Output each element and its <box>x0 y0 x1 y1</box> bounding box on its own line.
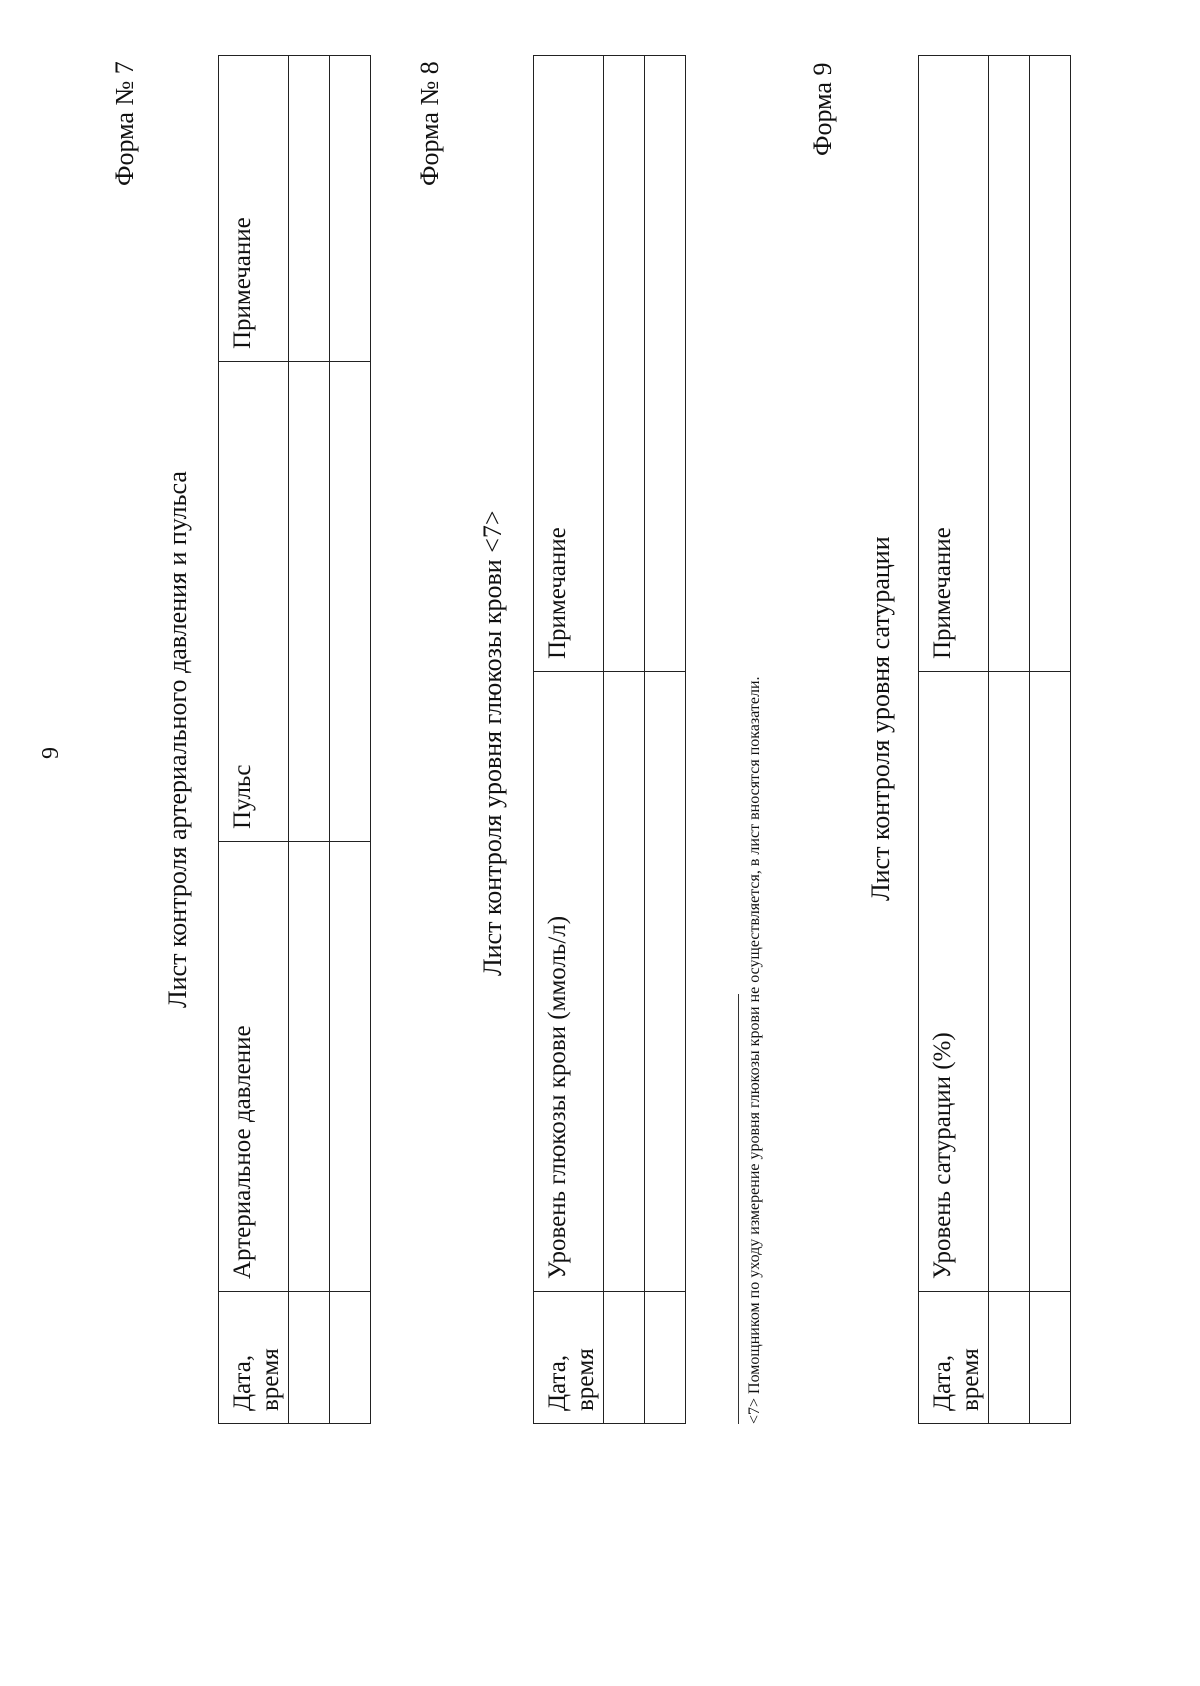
table-cell <box>645 672 686 1292</box>
table-cell <box>604 672 645 1292</box>
form-9-table <box>918 55 1071 1424</box>
column-header-note: Примечание <box>219 56 289 362</box>
table-cell <box>330 56 371 362</box>
table-row <box>330 56 371 1424</box>
table-row <box>645 56 686 1424</box>
form-8-label: Форма № 8 <box>415 61 444 186</box>
table-header-row <box>534 56 604 1424</box>
form-7-table <box>218 55 371 1424</box>
form-9-label: Форма 9 <box>808 62 837 156</box>
column-header-note: Примечание <box>534 56 604 672</box>
form-7-title: Лист контроля артериального давления и пульса <box>163 471 192 1008</box>
table-cell <box>330 842 371 1292</box>
form-8-table <box>533 55 686 1424</box>
column-header-glucose-level: Уровень глюкозы крови (ммоль/л) <box>534 672 604 1292</box>
table-row <box>1030 56 1071 1424</box>
table-cell <box>289 1292 330 1424</box>
table-cell <box>989 56 1030 672</box>
table-cell <box>1030 56 1071 672</box>
form-8-title: Лист контроля уровня глюкозы крови <7> <box>478 510 507 976</box>
table-cell <box>330 362 371 842</box>
column-header-date-time: Дата, время <box>219 1292 289 1424</box>
column-header-pulse: Пульс <box>219 362 289 842</box>
table-cell <box>1030 1292 1071 1424</box>
form-7-label: Форма № 7 <box>110 61 139 186</box>
column-header-note: Примечание <box>919 56 989 672</box>
table-row <box>289 56 330 1424</box>
table-header-row <box>919 56 989 1424</box>
form-9-title: Лист контроля уровня сатурации <box>866 536 895 901</box>
table-cell <box>604 56 645 672</box>
table-cell <box>330 1292 371 1424</box>
table-cell <box>604 1292 645 1424</box>
table-row <box>989 56 1030 1424</box>
footnote-7: <7> Помощником по уходу измерение уровня глюкозы крови не осуществляется, в лист вносятся показатели. <box>746 676 763 1424</box>
table-cell <box>645 56 686 672</box>
table-row <box>604 56 645 1424</box>
column-header-date-time: Дата, время <box>534 1292 604 1424</box>
table-cell <box>289 362 330 842</box>
column-header-date-time: Дата, время <box>919 1292 989 1424</box>
table-cell <box>289 842 330 1292</box>
page-number: 9 <box>38 747 64 759</box>
table-cell <box>989 1292 1030 1424</box>
column-header-blood-pressure: Артериальное давление <box>219 842 289 1292</box>
table-header-row <box>219 56 289 1424</box>
table-cell <box>1030 672 1071 1292</box>
table-cell <box>645 1292 686 1424</box>
table-cell <box>289 56 330 362</box>
footnote-separator <box>738 994 739 1424</box>
column-header-saturation-level: Уровень сатурации (%) <box>919 672 989 1292</box>
table-cell <box>989 672 1030 1292</box>
